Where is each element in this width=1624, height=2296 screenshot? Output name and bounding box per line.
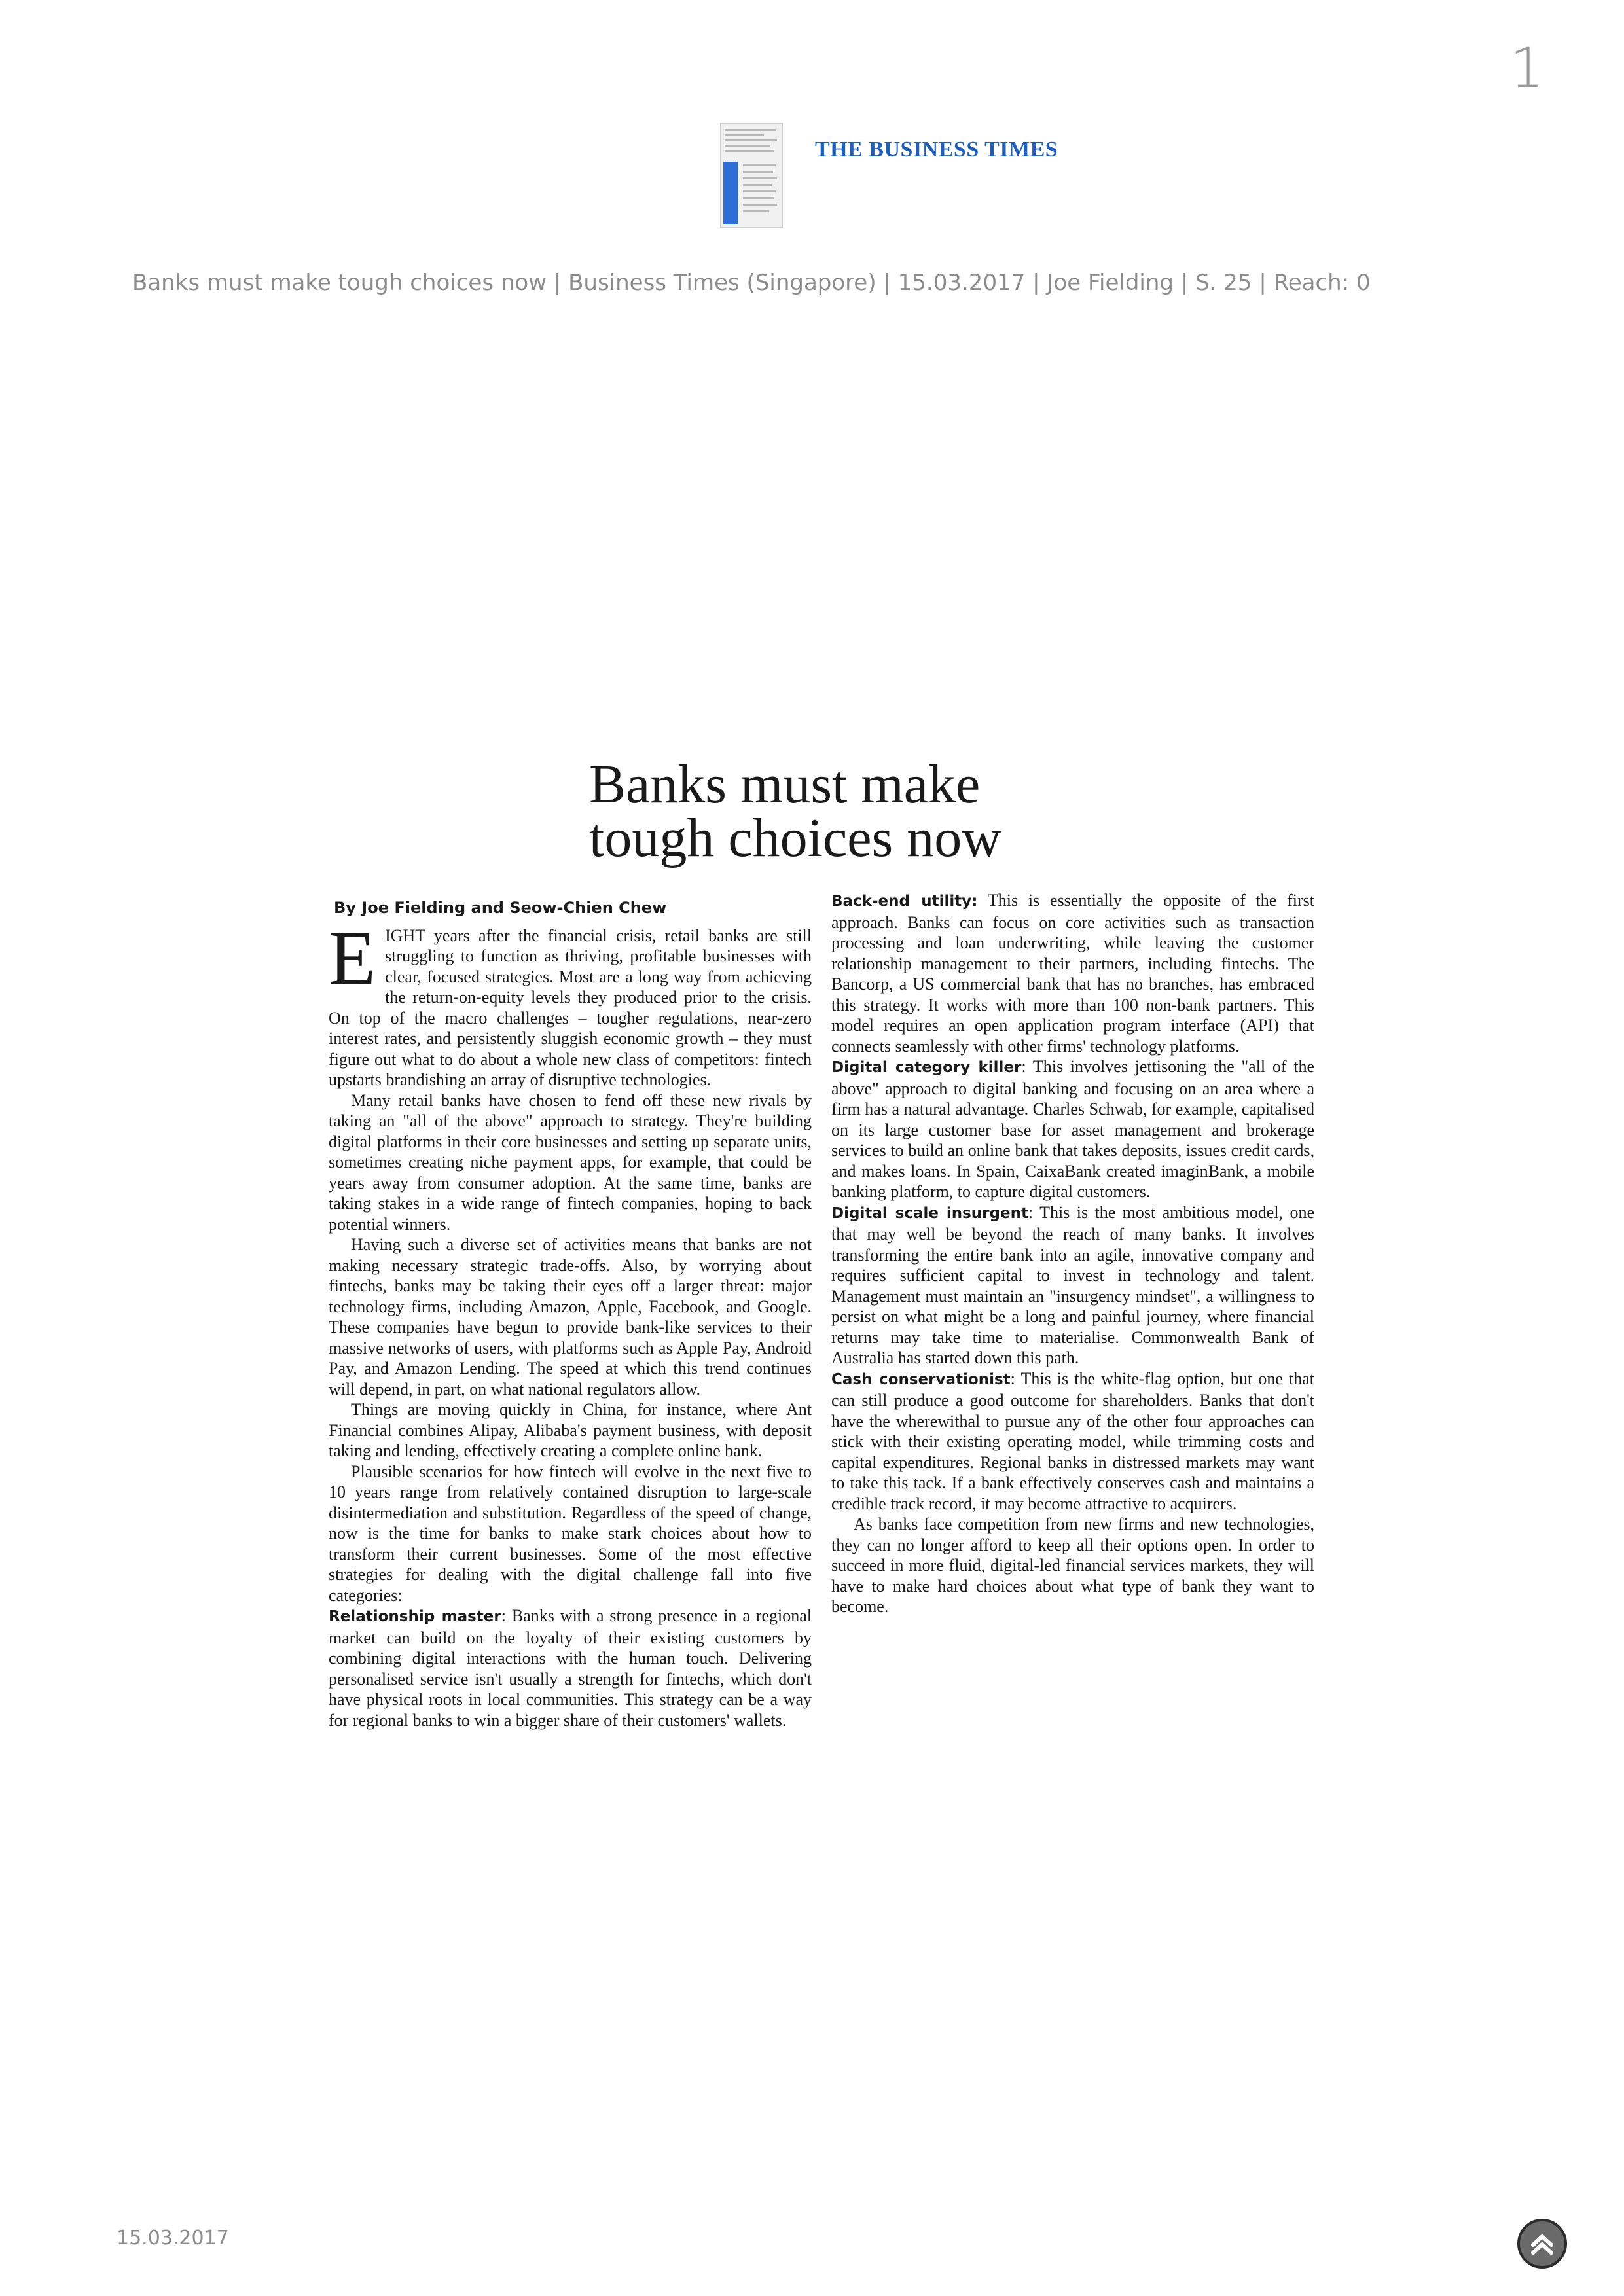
strategy-heading: Relationship master: [329, 1608, 501, 1625]
strategy-paragraph: Digital scale insurgent: This is the most ambitious model, one that may well be beyond the reach of many banks. It involves transforming the entire bank into an agile, innovative company and requires sufficient capital to invest in technology and talent. Management must maintain an "insurgency mindset", a willingness to persist on what might be a long and painful journey, where financial returns may take time to materialise. Commonwealth Bank of Australia has started down this path.: [831, 1202, 1314, 1367]
strategy-paragraph: Relationship master: Banks with a strong presence in a regional market can build on the loyalty of their existing customers by combining digital interactions with the human touch. Delivering personalised service isn't usually a strength for fintechs, which don't have physical roots in local communities. This strategy can be a way for regional banks to win a bigger share of their customers' wallets.: [329, 1606, 812, 1730]
article-title-line: Banks must make: [589, 754, 981, 815]
strategy-paragraph: Digital category killer: This involves jettisoning the "all of the above" approach to digital banking and focusing on an area where a firm has a natural advantage. Charles Schwab, for example, capitalised on its large customer base for asset management and brokerage services to build an online bank that takes deposits, issues credit cards, and makes loans. In Spain, CaixaBank created imaginBank, a mobile banking platform, to capture digital customers.: [831, 1057, 1314, 1201]
article-paragraph: Things are moving quickly in China, for instance, where Ant Financial combines Alipay, Alibaba's payment business, with deposit taking and lending, effectively creating a complete online bank.: [329, 1400, 812, 1460]
strategy-paragraph: Back-end utility: This is essentially the opposite of the first approach. Banks can focus on core activities such as transaction processing and loan underwriting, while leaving the customer relationship management to their partners, including fintechs. The Bancorp, a US commercial bank that has no branches, has embraced this strategy. It works with more than 100 non-bank partners. This model requires an open application program interface (API) that connects seamlessly with other firms' technology platforms.: [831, 891, 1314, 1056]
scroll-to-top-button[interactable]: [1517, 2219, 1567, 2269]
article-column-left: [329, 898, 812, 1731]
double-chevron-up-icon: [1528, 2229, 1557, 2258]
strategy-heading: Digital category killer: [831, 1059, 1022, 1076]
publication-logo: THE BUSINESS TIMES: [815, 137, 1058, 162]
strategy-paragraph: Cash conservationist: This is the white-flag option, but one that can still produce a good outcome for shareholders. Banks that don't have the wherewithal to pursue any of the other four approaches can stick with their existing operating model, while trimming costs and capital expenditures. Regional banks in distressed markets may want to take this tack. If a bank effectively conserves cash and maintains a credible track record, it may become attractive to acquirers.: [831, 1369, 1314, 1513]
article-paragraph: Having such a diverse set of activities means that banks are not making necessary strategic trade-offs. Also, by worrying about fintechs, banks may be taking their eyes off a larger threat: major technology firms, including Amazon, Apple, Facebook, and Google. These companies have begun to provide bank-like services to their massive networks of users, with platforms such as Apple Pay, Android Pay, and Amazon Lending. The speed at which this trend continues will depend, in part, on what national regulators allow.: [329, 1235, 812, 1399]
article-paragraph: Plausible scenarios for how fintech will evolve in the next five to 10 years range from relatively contained disruption to large-scale disintermediation and substitution. Regardless of the speed of change, now is the time for banks to make stark choices about how to transform their current businesses. Some of the most effective strategies for dealing with the digital challenge fall into five categories:: [329, 1462, 812, 1605]
article-paragraph: As banks face competition from new firms and new technologies, they can no longer afford to keep all their options open. In order to succeed in more fluid, digital-led financial services markets, they will have to make hard choices about what type of bank they want to become.: [831, 1515, 1314, 1616]
article-metadata: Banks must make tough choices now | Business Times (Singapore) | 15.03.2017 | Joe Fielding | S. 25 | Reach: 0: [132, 270, 1371, 296]
footer-date: 15.03.2017: [117, 2227, 229, 2250]
article-paragraph: Many retail banks have chosen to fend off these new rivals by taking an "all of the above" approach to strategy. They're building digital platforms in their core businesses and setting up separate units, sometimes creating niche payment apps, for example, that could be years away from consumer adoption. At the same time, banks are taking stakes in a wide range of fintech companies, hoping to back potential winners.: [329, 1090, 812, 1234]
article-title-line: tough choices now: [589, 808, 1001, 869]
article-paragraph: EIGHT years after the financial crisis, retail banks are still struggling to function as thriving, profitable businesses with clear, focused strategies. Most are a long way from achieving the return-on-equity levels they produced prior to the crisis. On top of the macro challenges – tougher regulations, near-zero interest rates, and persistently sluggish economic growth – they must figure out what to do about a whole new class of competitors: fintech upstarts brandishing an array of disruptive technologies.: [329, 914, 812, 1089]
drop-cap: E: [329, 914, 376, 1001]
strategy-heading: Back-end utility:: [831, 893, 978, 910]
article-column-right: [831, 890, 1314, 1617]
newspaper-page-thumbnail: [720, 123, 783, 228]
page-number: 1: [1509, 36, 1545, 100]
byline: By Joe Fielding and Seow-Chien Chew: [334, 899, 667, 917]
strategy-heading: Cash conservationist: [831, 1371, 1011, 1388]
article-title: [589, 754, 1113, 869]
strategy-heading: Digital scale insurgent: [831, 1204, 1028, 1222]
